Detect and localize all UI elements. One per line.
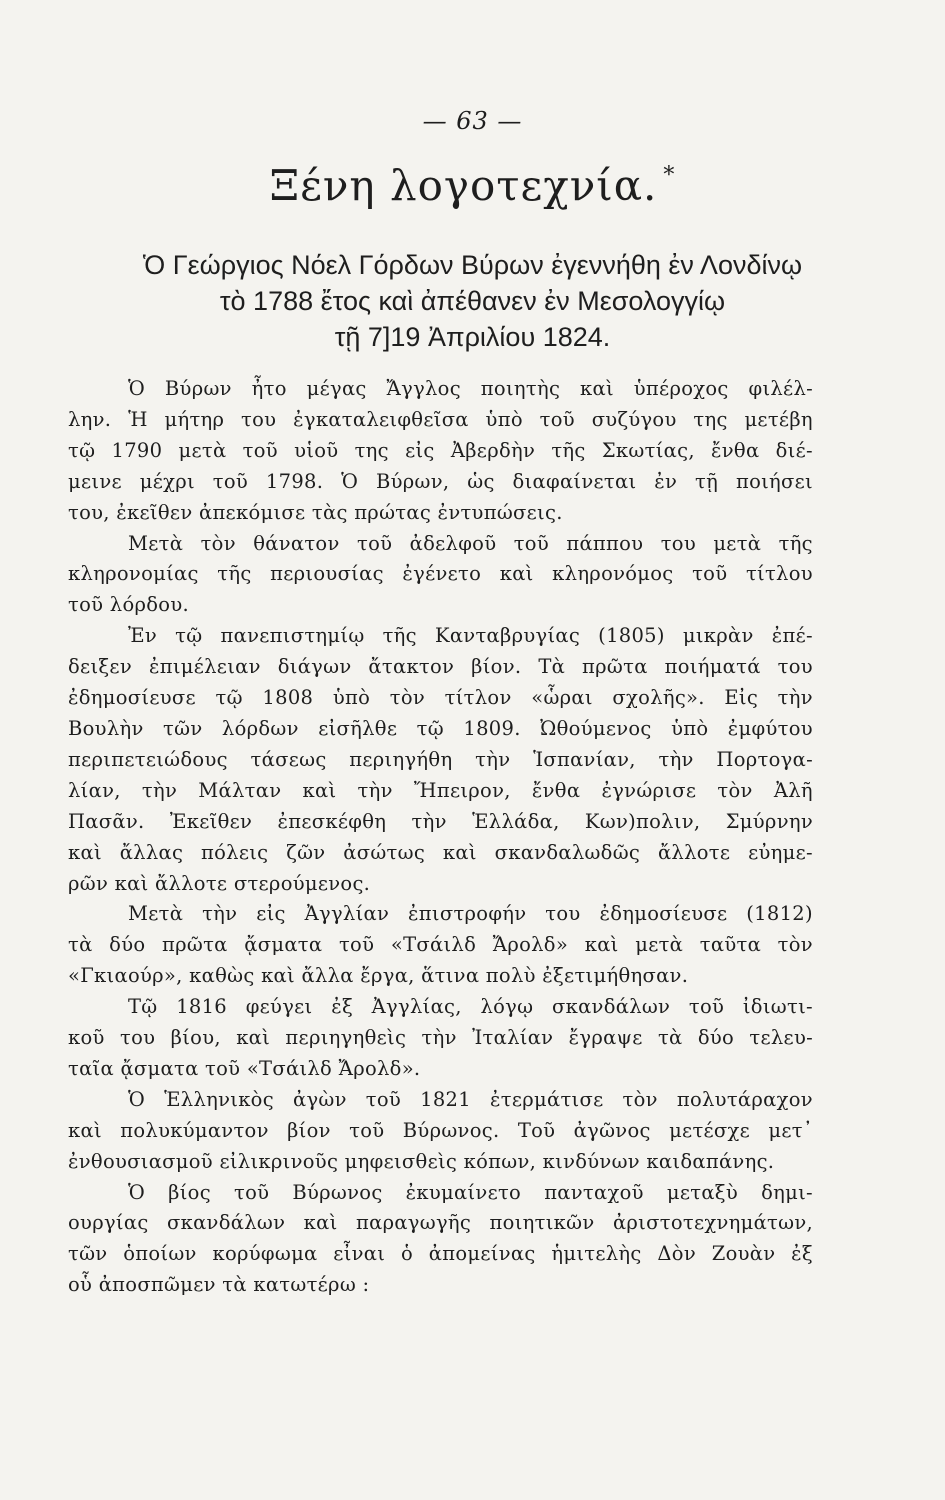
- heading-line: τὸ 1788 ἔτος καὶ ἀπέθανεν ἐν Μεσολογγίῳ: [219, 286, 726, 316]
- text-line: δειξεν ἐπιμέλειαν διάγων ἄτακτον βίον. Τὰ πρῶτα ποιήματά του: [68, 655, 813, 679]
- footnote-mark: *: [663, 163, 676, 188]
- title-text: Ξένη λογοτεχνία.: [269, 161, 658, 210]
- text-line: τὰ δύο πρῶτα ᾄσματα τοῦ «Τσάιλδ Ἄρολδ» καὶ μετὰ ταῦτα τὸν: [68, 933, 813, 957]
- text-line: Μετὰ τὴν εἰς Ἀγγλίαν ἐπιστροφήν του ἐδημοσίευσε (1812): [128, 902, 813, 926]
- body-text: [68, 374, 813, 1301]
- text-line: Ὁ βίος τοῦ Βύρωνος ἐκυμαίνετο πανταχοῦ μεταξὺ δημι-: [128, 1180, 813, 1204]
- text-line: λην. Ἡ μήτηρ του ἐγκαταλειφθεῖσα ὑπὸ τοῦ συζύγου της μετέβη: [68, 407, 813, 431]
- text-line: κοῦ του βίου, καὶ περιηγηθεὶς τὴν Ἰταλίαν ἔγραψε τὰ δύο τελευ-: [68, 1026, 813, 1050]
- text-line: λίαν, τὴν Μάλταν καὶ τὴν Ἤπειρον, ἔνθα ἐγνώρισε τὸν Ἀλῆ: [68, 778, 813, 802]
- text-line: ουργίας σκανδάλων καὶ παραγωγῆς ποιητικῶν ἀριστοτεχνημάτων,: [68, 1211, 813, 1235]
- text-line: ἐδημοσίευσε τῷ 1808 ὑπὸ τὸν τίτλον «ὧραι σχολῆς». Εἰς τὴν: [68, 686, 813, 710]
- text-line: μεινε μέχρι τοῦ 1798. Ὁ Βύρων, ὡς διαφαίνεται ἐν τῇ ποιήσει: [68, 469, 813, 493]
- heading-line: τῇ 7]19 Ἀπριλίου 1824.: [334, 322, 611, 352]
- text-line: τῶν ὁποίων κορύφωμα εἶναι ὁ ἀπομείνας ἡμιτελὴς Δὸν Ζουὰν ἐξ: [68, 1242, 813, 1266]
- biography-heading: [60, 247, 885, 355]
- text-line: Ὁ Ἑλληνικὸς ἀγὼν τοῦ 1821 ἐτερμάτισε τὸν πολυτάραχον: [128, 1087, 813, 1111]
- text-line: Ὁ Βύρων ἦτο μέγας Ἄγγλος ποιητὴς καὶ ὑπέροχος φιλέλ-: [128, 377, 813, 400]
- text-line: ταῖα ᾄσματα τοῦ «Τσάιλδ Ἄρολδ».: [68, 1056, 421, 1080]
- text-line: καὶ πολυκύμαντον βίον τοῦ Βύρωνος. Τοῦ ἀγῶνος μετέσχε μετ᾽: [68, 1118, 813, 1142]
- text-line: Ἐν τῷ πανεπιστημίῳ τῆς Κανταβρυγίας (1805) μικρὰν ἐπέ-: [128, 624, 813, 648]
- text-line: Πασᾶν. Ἐκεῖθεν ἐπεσκέφθη τὴν Ἑλλάδα, Κων)πολιν, Σμύρνην: [68, 809, 813, 833]
- page-number: — 63 —: [422, 107, 523, 135]
- text-line: περιπετειώδους τάσεως περιηγήθη τὴν Ἱσπανίαν, τὴν Πορτογα-: [68, 747, 813, 771]
- page-title: [0, 161, 945, 210]
- heading-line: Ὁ Γεώργιος Νόελ Γόρδων Βύρων ἐγεννήθη ἐν Λονδίνῳ: [142, 250, 803, 280]
- text-line: καὶ ἄλλας πόλεις ζῶν ἀσώτως καὶ σκανδαλωδῶς ἄλλοτε εὐημε-: [68, 840, 813, 864]
- text-line: οὗ ἀποσπῶμεν τὰ κατωτέρω :: [68, 1273, 370, 1297]
- text-line: του, ἐκεῖθεν ἀπεκόμισε τὰς πρώτας ἐντυπώσεις.: [68, 500, 563, 524]
- text-line: ἐνθουσιασμοῦ εἰλικρινοῦς μηφεισθεὶς κόπων, κινδύνων καιδαπάνης.: [68, 1149, 775, 1173]
- text-line: Τῷ 1816 φεύγει ἐξ Ἀγγλίας, λόγῳ σκανδάλων τοῦ ἰδιωτι-: [128, 995, 813, 1019]
- text-line: κληρονομίας τῆς περιουσίας ἐγένετο καὶ κληρονόμος τοῦ τίτλου: [68, 562, 813, 586]
- text-line: ρῶν καὶ ἄλλοτε στερούμενος.: [68, 871, 371, 895]
- text-line: Μετὰ τὸν θάνατον τοῦ ἀδελφοῦ τοῦ πάππου του μετὰ τῆς: [128, 531, 813, 555]
- text-line: τῷ 1790 μετὰ τοῦ υἱοῦ της εἰς Ἀβερδὴν τῆς Σκωτίας, ἔνθα διέ-: [68, 438, 813, 462]
- text-line: τοῦ λόρδου.: [68, 593, 189, 617]
- text-line: «Γκιαούρ», καθὼς καὶ ἄλλα ἔργα, ἅτινα πολὺ ἐξετιμήθησαν.: [68, 964, 689, 988]
- text-line: Βουλὴν τῶν λόρδων εἰσῆλθε τῷ 1809. Ὠθούμενος ὑπὸ ἐμφύτου: [68, 716, 813, 740]
